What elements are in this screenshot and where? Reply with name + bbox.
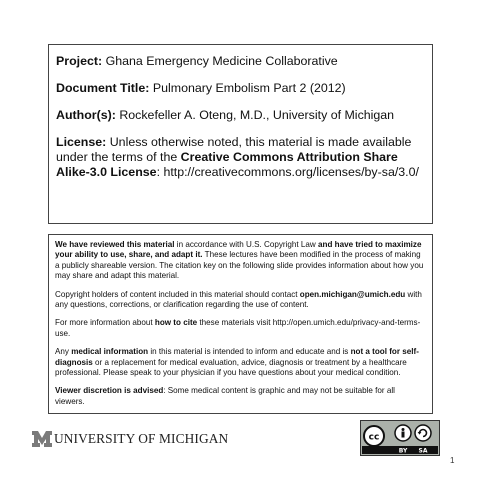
cite-paragraph: For more information about how to cite these materials visit http://open.umich.edu/privacy-and-terms-use. bbox=[55, 318, 421, 338]
by-label: BY bbox=[398, 447, 408, 455]
discretion-paragraph: Viewer discretion is advised: Some medical content is graphic and may not be suitable for all viewers. bbox=[55, 386, 395, 406]
license-line: License: Unless otherwise noted, this material is made available under the terms of the Creative Commons Attribution Share Alike-3.0 License: http://creativecommons.org/licenses/by-sa/3.0/ bbox=[56, 135, 419, 179]
block-m-icon bbox=[31, 428, 53, 450]
review-paragraph: We have reviewed this material in accordance with U.S. Copyright Law and have tried to maximize your ability to use, share, and adapt it. These lectures have been modified in the process of making a publicly shareable version. The citation key on the following slide provides information about how you may share and adapt this material. bbox=[55, 240, 424, 281]
university-logo bbox=[31, 428, 228, 450]
attribution-icon bbox=[395, 425, 411, 441]
share-alike-icon bbox=[415, 425, 431, 441]
sa-label: SA bbox=[418, 447, 428, 455]
document-title-line: Document Title: Pulmonary Embolism Part 2 (2012) bbox=[56, 81, 346, 95]
svg-text:cc: cc bbox=[368, 432, 380, 443]
license-info-box bbox=[48, 44, 433, 224]
cc-icon bbox=[364, 426, 384, 446]
author-line: Author(s): Rockefeller A. Oteng, M.D., University of Michigan bbox=[56, 108, 395, 122]
copyright-paragraph: Copyright holders of content included in this material should contact open.michigan@umich.edu with any questions, corrections, or clarification regarding the use of content. bbox=[55, 289, 422, 310]
project-line: Project: Ghana Emergency Medicine Collaborative bbox=[56, 54, 338, 68]
medical-paragraph: Any medical information in this material is intended to inform and educate and is not a tool for self-diagnosis or a replacement for medical evaluation, advice, diagnosis or treatment by a healthcare professional. Please speak to your physician if you have questions about your medical condition. bbox=[55, 347, 419, 378]
page-number: 1 bbox=[450, 456, 455, 465]
university-name: UNIVERSITY OF MICHIGAN bbox=[54, 431, 229, 446]
notice-box bbox=[48, 234, 433, 414]
cc-license-badge bbox=[360, 420, 440, 456]
